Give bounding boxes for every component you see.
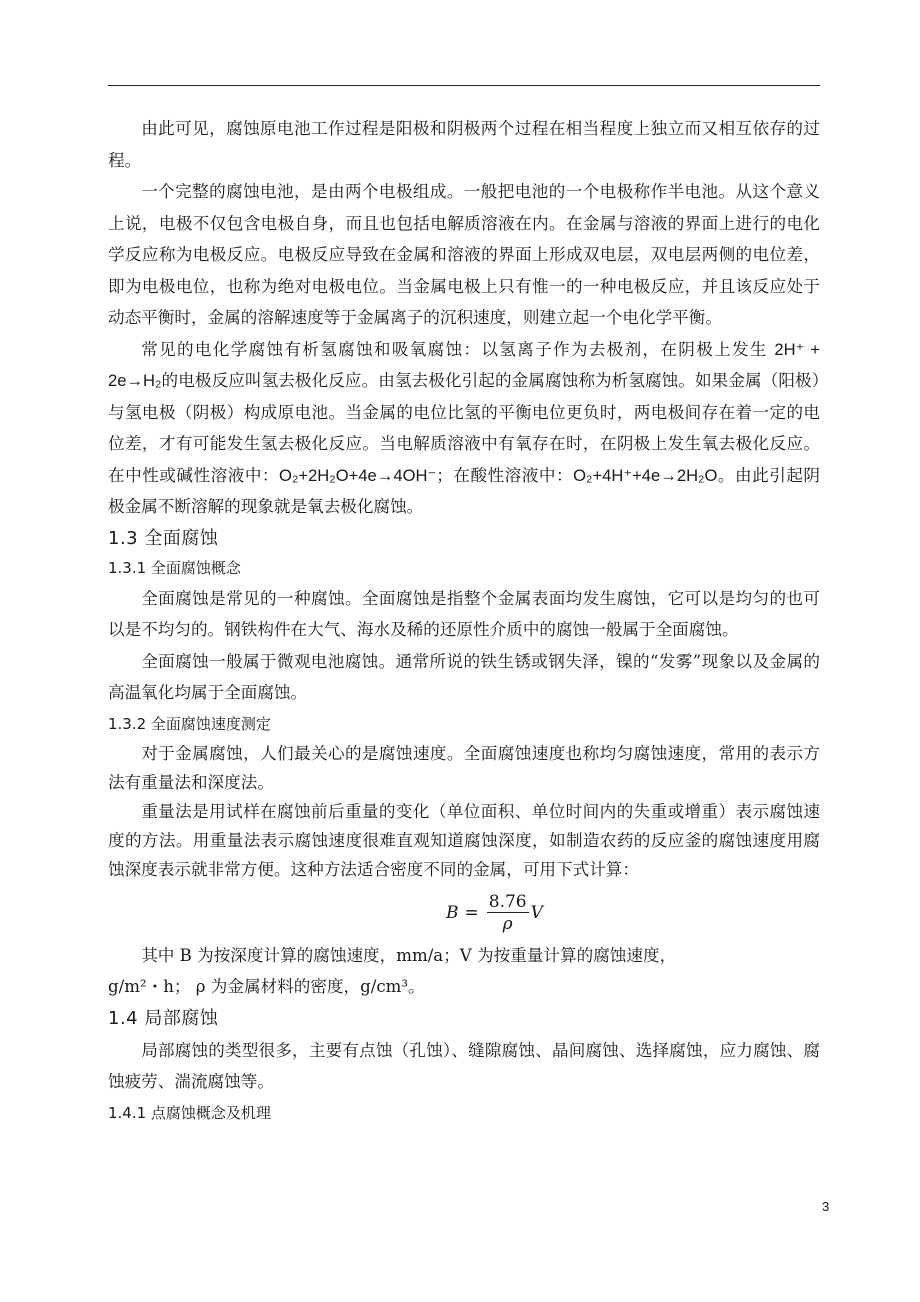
paragraph-8a: 其中 B 为按深度计算的腐蚀速度，mm/a；V 为按重量计算的腐蚀速度， xyxy=(141,945,677,965)
paragraph-5: 全面腐蚀一般属于微观电池腐蚀。通常所说的铁生锈或钢失泽，镍的“发雾”现象以及金属的高温氧化均属于全面腐蚀。 xyxy=(108,651,820,702)
equation-oxygen-neutral: O₂+2H₂O+4e→4OH⁻ xyxy=(279,465,437,485)
paragraph-7: 重量法是用试样在腐蚀前后重量的变化（单位面积、单位时间内的失重或增重）表示腐蚀速度的方法。用重量法表示腐蚀速度很难直观知道腐蚀深度，如制造农药的反应釜的腐蚀速度用腐蚀深度表示就非常方便。这种方法适合密度不同的金属，可用下式计算： xyxy=(108,801,820,879)
heading-1-4: 1.4 局部腐蚀 xyxy=(108,1007,219,1029)
paragraph-3-text-d: 。由此引起阴极金属不断溶解的现象就是氧去极化腐蚀。 xyxy=(108,465,821,516)
heading-1-3: 1.3 全面腐蚀 xyxy=(108,527,219,549)
formula-rhs: V xyxy=(530,903,543,923)
formula-lhs: B xyxy=(446,903,459,923)
corrosion-rate-formula xyxy=(108,884,820,940)
equation-oxygen-acid: O₂+4H⁺+4e→2H₂O xyxy=(573,465,718,485)
equation-hydrogen: 2H⁺ + 2e→H₂ xyxy=(108,339,820,390)
formula-denominator: ρ xyxy=(502,913,513,934)
paragraph-3-text-c: ；在酸性溶液中： xyxy=(436,465,574,485)
heading-1-3-1: 1.3.1 全面腐蚀概念 xyxy=(108,558,241,577)
paragraph-4: 全面腐蚀是常见的一种腐蚀。全面腐蚀是指整个金属表面均发生腐蚀，它可以是均匀的也可以是不均匀的。钢铁构件在大气、海水及稀的还原性介质中的腐蚀一般属于全面腐蚀。 xyxy=(108,588,820,639)
formula-numerator: 8.76 xyxy=(488,891,527,912)
formula-equals: = xyxy=(464,903,479,923)
formula-fraction xyxy=(487,892,529,935)
paragraph-3-text-b: 的电极反应叫氢去极化反应。由氢去极化引起的金属腐蚀称为析氢腐蚀。如果金属（阳极）与氢电极（阴极）构成原电池。当金属的电位比氢的平衡电位更负时，两电极间存在着一定的电位差，才有可能发生氢去极化反应。当电解质溶液中有氧存在时，在阴极上发生氧去极化反应。在中性或碱性溶液中： xyxy=(108,371,820,485)
header-rule xyxy=(108,85,820,86)
paragraph-1: 由此可见，腐蚀原电池工作过程是阳极和阴极两个过程在相当程度上独立而又相互依存的过程。 xyxy=(108,119,820,170)
paragraph-9: 局部腐蚀的类型很多，主要有点蚀（孔蚀）、缝隙腐蚀、晶间腐蚀、选择腐蚀，应力腐蚀、腐蚀疲劳、湍流腐蚀等。 xyxy=(108,1040,820,1091)
paragraph-3 xyxy=(108,334,820,523)
page-body xyxy=(108,113,820,1128)
heading-1-3-2: 1.3.2 全面腐蚀速度测定 xyxy=(108,714,271,733)
paragraph-3-text-a: 常见的电化学腐蚀有析氢腐蚀和吸氧腐蚀：以氢离子作为去极剂，在阴极上发生 xyxy=(141,339,775,359)
paragraph-6: 对于金属腐蚀，人们最关心的是腐蚀速度。全面腐蚀速度也称均匀腐蚀速度，常用的表示方法有重量法和深度法。 xyxy=(108,743,820,792)
page-number: 3 xyxy=(822,1199,830,1214)
paragraph-2: 一个完整的腐蚀电池，是由两个电极组成。一般把电池的一个电极称作半电池。从这个意义上说，电极不仅包含电极自身，而且也包括电解质溶液在内。在金属与溶液的界面上进行的电化学反应称为电极反应。电极反应导致在金属和溶液的界面上形成双电层，双电层两侧的电位差，即为电极电位，也称为绝对电极电位。当金属电极上只有惟一的一种电极反应，并且该反应处于动态平衡时，金属的溶解速度等于金属离子的沉积速度，则建立起一个电化学平衡。 xyxy=(108,182,820,327)
heading-1-4-1: 1.4.1 点腐蚀概念及机理 xyxy=(108,1103,271,1122)
paragraph-8b: g/m²・h； ρ 为金属材料的密度，g/cm³。 xyxy=(108,977,425,996)
